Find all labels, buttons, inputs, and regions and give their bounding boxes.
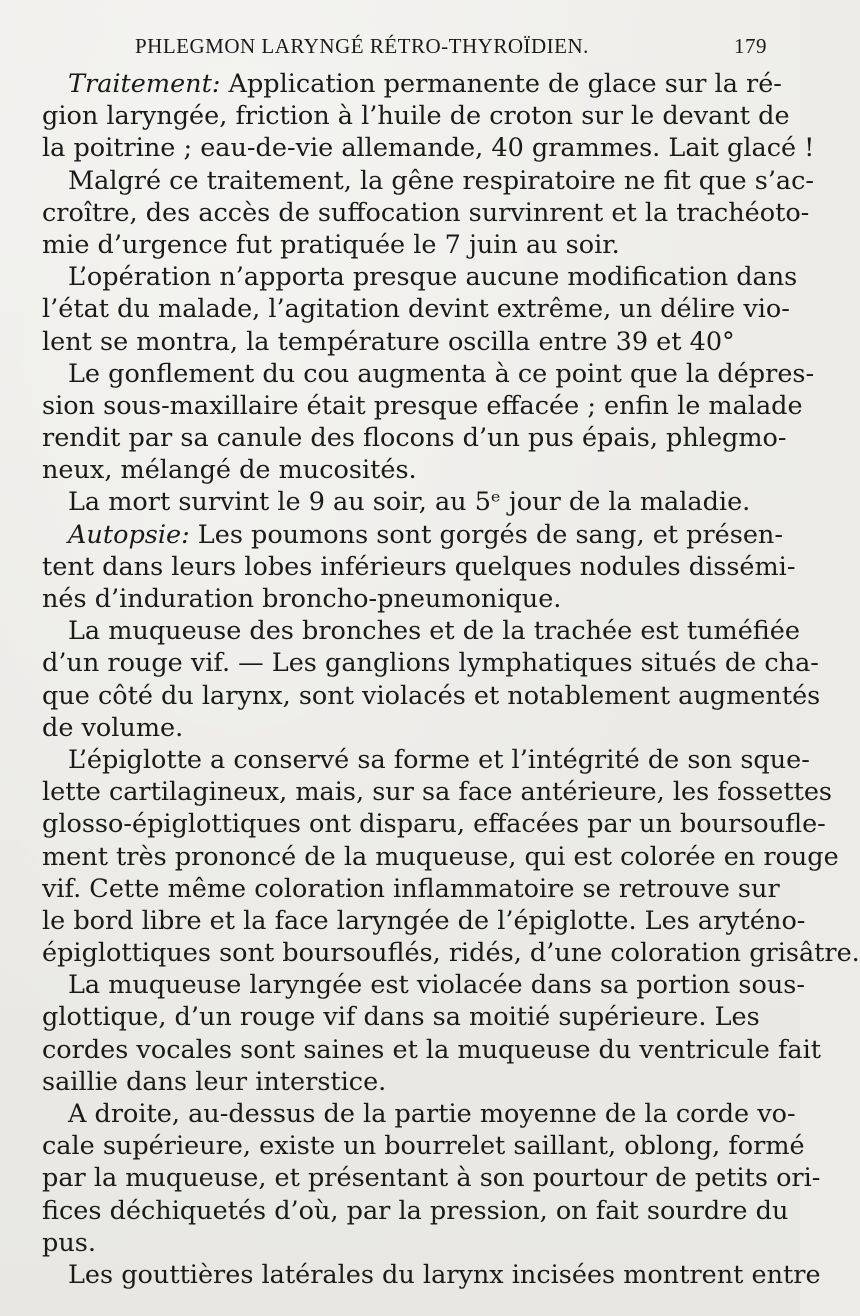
text-line <box>42 293 790 325</box>
text-line <box>42 1162 821 1194</box>
line-text: La mort survint le 9 au soir, au 5ᵉ jour de la maladie. <box>68 487 751 518</box>
running-title: PHLEGMON LARYNGÉ RÉTRO-THYROÏDIEN. <box>135 34 589 58</box>
line-text: cale supérieure, existe un bourrelet saillant, oblong, formé <box>42 1131 805 1162</box>
text-line <box>42 390 803 422</box>
text-line <box>42 1259 821 1291</box>
text-line <box>42 422 787 454</box>
text-line <box>42 873 780 905</box>
section-lead: Traitement: <box>68 69 221 99</box>
line-text: saillie dans leur interstice. <box>42 1066 387 1097</box>
line-text: pus. <box>42 1227 96 1258</box>
line-text: lent se montra, la température oscilla entre 39 et 40° <box>42 326 735 357</box>
text-line <box>42 937 860 969</box>
line-text: La muqueuse laryngée est violacée dans sa portion sous- <box>68 970 805 1001</box>
line-text: glottique, d’un rouge vif dans sa moitié supérieure. Les <box>42 1002 760 1033</box>
text-line <box>42 1130 805 1162</box>
text-line <box>42 68 782 100</box>
text-line <box>42 1001 760 1033</box>
text-line <box>42 100 790 132</box>
line-text: Les poumons sont gorgés de sang, et présen- <box>189 519 783 550</box>
line-text: mie d’urgence fut pratiquée le 7 juin au soir. <box>42 229 620 260</box>
text-line <box>42 1227 756 1259</box>
line-text: rendit par sa canule des flocons d’un pus épais, phlegmo- <box>42 423 787 454</box>
text-line <box>42 808 826 840</box>
text-line <box>42 165 815 197</box>
text-line <box>42 712 756 744</box>
line-text: de volume. <box>42 712 184 743</box>
text-line <box>42 744 810 776</box>
text-line <box>42 969 805 1001</box>
line-text: fices déchiquetés d’où, par la pression, on fait sourdre du <box>42 1195 789 1226</box>
line-text: A droite, au-dessus de la partie moyenne de la corde vo- <box>68 1099 796 1129</box>
line-text: vif. Cette même coloration inflammatoire se retrouve sur <box>42 873 780 904</box>
text-line <box>42 1034 821 1066</box>
section-lead: Autopsie: <box>68 519 190 550</box>
text-line <box>42 583 756 615</box>
line-text: lette cartilagineux, mais, sur sa face antérieure, les fossettes <box>42 777 833 808</box>
text-line <box>42 551 796 583</box>
line-text: par la muqueuse, et présentant à son pourtour de petits ori- <box>42 1163 821 1194</box>
text-line <box>42 905 806 937</box>
line-text: la poitrine ; eau-de-vie allemande, 40 grammes. Lait glacé ! <box>42 133 815 164</box>
line-text: tent dans leurs lobes inférieurs quelques nodules dissémi- <box>42 551 796 582</box>
line-text: nés d’induration broncho-pneumonique. <box>42 584 562 614</box>
text-line <box>42 1066 756 1098</box>
line-text: le bord libre et la face laryngée de l’épiglotte. Les aryténo- <box>42 905 806 936</box>
text-line <box>42 615 800 647</box>
line-text: gion laryngée, friction à l’huile de croton sur le devant de <box>42 101 790 132</box>
line-text: Malgré ce traitement, la gêne respiratoire ne fit que s’ac- <box>68 165 815 196</box>
line-text: que côté du larynx, sont violacés et notablement augmentés <box>42 680 821 711</box>
text-line <box>42 197 810 229</box>
line-text: Application permanente de glace sur la ré- <box>220 69 782 99</box>
line-text: Les gouttières latérales du larynx incisées montrent entre <box>68 1259 821 1290</box>
line-text: ment très prononcé de la muqueuse, qui est colorée en rouge <box>42 841 839 872</box>
text-line <box>42 680 821 712</box>
line-text: sion sous-maxillaire était presque effacée ; enfin le malade <box>42 390 803 421</box>
text-line <box>42 776 833 808</box>
line-text: Le gonflement du cou augmenta à ce point que la dépres- <box>68 358 815 389</box>
line-text: neux, mélangé de mucosités. <box>42 455 417 486</box>
text-line <box>42 132 815 164</box>
page-number: 179 <box>734 34 767 58</box>
text-line <box>42 454 756 486</box>
line-text: cordes vocales sont saines et la muqueuse du ventricule fait <box>42 1034 821 1065</box>
line-text: épiglottiques sont boursouflés, ridés, d’une coloration grisâtre. <box>42 938 860 969</box>
text-line <box>42 229 756 261</box>
body-text <box>42 68 860 1291</box>
line-text: d’un rouge vif. — Les ganglions lymphatiques situés de cha- <box>42 648 819 679</box>
line-text: glosso-épiglottiques ont disparu, effacées par un boursoufle- <box>42 809 826 840</box>
text-line <box>42 519 783 551</box>
line-text: croître, des accès de suffocation survinrent et la trachéoto- <box>42 197 810 228</box>
line-text: L’opération n’apporta presque aucune modification dans <box>68 262 798 293</box>
text-line <box>42 1195 789 1227</box>
text-line <box>42 647 819 679</box>
text-line <box>42 326 756 358</box>
page-header <box>135 34 767 64</box>
text-line <box>42 486 756 518</box>
text-line <box>42 841 839 873</box>
line-text: l’état du malade, l’agitation devint extrême, un délire vio- <box>42 294 790 325</box>
text-line <box>42 261 798 293</box>
text-line <box>42 1098 796 1130</box>
text-line <box>42 358 815 390</box>
line-text: L’épiglotte a conservé sa forme et l’intégrité de son sque- <box>68 744 810 775</box>
line-text: La muqueuse des bronches et de la trachée est tuméfiée <box>68 616 800 647</box>
